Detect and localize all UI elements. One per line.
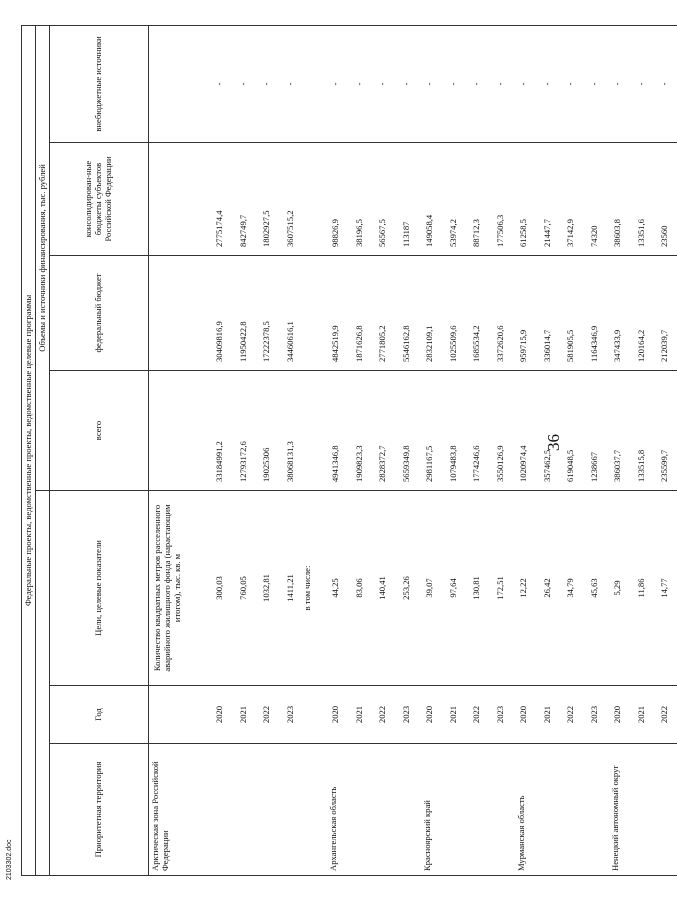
- extra-value: -: [654, 25, 677, 142]
- federal-value: 1685534,2: [466, 256, 490, 371]
- value-cell: [149, 371, 209, 491]
- extra-value: -: [348, 25, 372, 142]
- goal-value: 5,29: [607, 491, 631, 686]
- consolidated-value: 37142,9: [560, 143, 584, 256]
- federal-value: 1871626,8: [348, 256, 372, 371]
- consolidated-value: 56567,5: [372, 143, 396, 256]
- consolidated-value: 3607515,2: [279, 143, 303, 256]
- extra-value: -: [607, 25, 631, 142]
- federal-value: 3372620,6: [489, 256, 513, 371]
- year-cell: 2023: [583, 686, 607, 744]
- consolidated-value: 38196,5: [348, 143, 372, 256]
- indicator-title: Количество квадратных метров расселенного аварийного жилищного фонда (нарастающим итогом), тыс. кв. м: [149, 491, 209, 686]
- total-value: 1238667: [583, 371, 607, 491]
- year-cell: 2020: [513, 686, 537, 744]
- extra-value: -: [630, 25, 654, 142]
- federal-value: 17222378,5: [256, 256, 280, 371]
- territory-name: Архангельская область: [325, 744, 419, 876]
- year-cell: 2020: [607, 686, 631, 744]
- col-federal: федеральный бюджет: [50, 256, 149, 371]
- year-cell: 2022: [256, 686, 280, 744]
- year-cell: 2023: [395, 686, 419, 744]
- consolidated-value: 88712,3: [466, 143, 490, 256]
- col-consolidated: консолидирован-ные бюджеты субъектов Российской Федерации: [50, 143, 149, 256]
- funding-table: [21, 25, 677, 876]
- total-value: 1909823,3: [348, 371, 372, 491]
- total-value: 235599,7: [654, 371, 677, 491]
- consolidated-value: 177506,3: [489, 143, 513, 256]
- total-value: 5659349,8: [395, 371, 419, 491]
- federal-value: 1164346,9: [583, 256, 607, 371]
- year-cell: 2021: [232, 686, 256, 744]
- consolidated-value: 1802927,5: [256, 143, 280, 256]
- col-year: Год: [50, 686, 149, 744]
- table-row: [513, 25, 537, 875]
- goal-value: 140,41: [372, 491, 396, 686]
- goal-value: 97,64: [442, 491, 466, 686]
- total-value: 4941346,8: [325, 371, 349, 491]
- total-value: 357462,5: [536, 371, 560, 491]
- federal-value: 2832109,1: [419, 256, 443, 371]
- consolidated-value: 842749,7: [232, 143, 256, 256]
- including-label: в том числе:: [303, 491, 325, 686]
- year-cell: 2022: [560, 686, 584, 744]
- total-value: 133515,8: [630, 371, 654, 491]
- goal-value: 760,05: [232, 491, 256, 686]
- col-goals: Цели, целевые показатели: [50, 491, 149, 686]
- year-cell: 2022: [372, 686, 396, 744]
- table-row: [419, 25, 443, 875]
- extra-value: -: [372, 25, 396, 142]
- total-value: 2828372,7: [372, 371, 396, 491]
- total-value: 1020974,4: [513, 371, 537, 491]
- consolidated-value: 113187: [395, 143, 419, 256]
- rotated-page: [21, 26, 670, 876]
- page-number: 36: [544, 434, 563, 451]
- federal-value: 212039,7: [654, 256, 677, 371]
- extra-value: -: [442, 25, 466, 142]
- table-group-title: Федеральные проекты, ведомственные проекты, ведомственные целевые программы: [22, 25, 36, 875]
- consolidated-value: 74320: [583, 143, 607, 256]
- goal-value: 39,07: [419, 491, 443, 686]
- federal-value: 336014,7: [536, 256, 560, 371]
- extra-value: -: [419, 25, 443, 142]
- total-value: 2981167,5: [419, 371, 443, 491]
- col-total: всего: [50, 371, 149, 491]
- consolidated-value: 61258,5: [513, 143, 537, 256]
- federal-value: 347433,9: [607, 256, 631, 371]
- federal-value: 4842519,9: [325, 256, 349, 371]
- extra-value: -: [232, 25, 256, 142]
- goal-value: 1411,21: [279, 491, 303, 686]
- empty-cell: [303, 25, 325, 142]
- goal-value: 44,25: [325, 491, 349, 686]
- goal-value: 26,42: [536, 491, 560, 686]
- total-value: 3550126,9: [489, 371, 513, 491]
- extra-value: -: [325, 25, 349, 142]
- year-cell: 2023: [489, 686, 513, 744]
- total-value: 19025306: [256, 371, 280, 491]
- empty-cell: [303, 143, 325, 256]
- col-territory: Приоритетная территория: [50, 744, 149, 876]
- federal-value: 11950422,8: [232, 256, 256, 371]
- value-cell: [149, 143, 209, 256]
- federal-value: 1025509,6: [442, 256, 466, 371]
- consolidated-value: 98826,9: [325, 143, 349, 256]
- year-cell: 2021: [536, 686, 560, 744]
- total-value: 386037,7: [607, 371, 631, 491]
- total-value: 619048,5: [560, 371, 584, 491]
- goal-value: 45,63: [583, 491, 607, 686]
- extra-value: -: [395, 25, 419, 142]
- federal-value: 30409816,9: [209, 256, 233, 371]
- table-row: [303, 25, 325, 875]
- extra-value: -: [536, 25, 560, 142]
- goal-value: 253,26: [395, 491, 419, 686]
- year-cell: 2022: [466, 686, 490, 744]
- goal-value: 12,22: [513, 491, 537, 686]
- footer-filename: 2103302.doc: [6, 839, 13, 880]
- consolidated-value: 13351,6: [630, 143, 654, 256]
- table-row: [607, 25, 631, 875]
- extra-value: -: [583, 25, 607, 142]
- goal-value: 172,51: [489, 491, 513, 686]
- table-body: [149, 25, 677, 875]
- territory-name: Красноярский край: [419, 744, 513, 876]
- extra-value: -: [256, 25, 280, 142]
- federal-value: 581905,5: [560, 256, 584, 371]
- goal-value: 300,03: [209, 491, 233, 686]
- year-cell: 2020: [325, 686, 349, 744]
- total-value: 1774246,6: [466, 371, 490, 491]
- goal-value: 130,81: [466, 491, 490, 686]
- territory-name: Ненецкий автономный округ: [607, 744, 677, 876]
- extra-value: -: [560, 25, 584, 142]
- year-cell: 2021: [442, 686, 466, 744]
- consolidated-value: 53974,2: [442, 143, 466, 256]
- year-cell: 2023: [279, 686, 303, 744]
- consolidated-value: 23560: [654, 143, 677, 256]
- consolidated-value: 149058,4: [419, 143, 443, 256]
- year-cell: 2020: [209, 686, 233, 744]
- year-cell: 2020: [419, 686, 443, 744]
- extra-value: -: [466, 25, 490, 142]
- total-value: 1079483,8: [442, 371, 466, 491]
- goal-value: 34,79: [560, 491, 584, 686]
- table-row: [325, 25, 349, 875]
- funding-title: Объемы и источники финансирования, тыс. рублей: [36, 25, 50, 490]
- year-cell: 2022: [654, 686, 677, 744]
- goal-value: 1032,81: [256, 491, 280, 686]
- goal-value: 11,86: [630, 491, 654, 686]
- federal-value: 5546162,8: [395, 256, 419, 371]
- year-cell: 2021: [630, 686, 654, 744]
- federal-value: 120164,2: [630, 256, 654, 371]
- year-cell: [149, 686, 209, 744]
- total-value: 33184991,2: [209, 371, 233, 491]
- col-extra: внебюджетные источники: [50, 25, 149, 142]
- empty-cell: [303, 686, 325, 744]
- extra-value: -: [279, 25, 303, 142]
- goal-value: 83,06: [348, 491, 372, 686]
- total-value: 12793172,6: [232, 371, 256, 491]
- territory-name: Мурманская область: [513, 744, 607, 876]
- goal-value: 14,77: [654, 491, 677, 686]
- federal-value: 2771805,2: [372, 256, 396, 371]
- empty-cell: [303, 744, 325, 876]
- table-row: [149, 25, 209, 875]
- empty-cell: [303, 371, 325, 491]
- value-cell: [149, 25, 209, 142]
- federal-value: 959715,9: [513, 256, 537, 371]
- value-cell: [149, 256, 209, 371]
- territory-name: Арктическая зона Российской Федерации: [149, 744, 303, 876]
- empty-cell: [303, 256, 325, 371]
- extra-value: -: [489, 25, 513, 142]
- consolidated-value: 38603,8: [607, 143, 631, 256]
- extra-value: -: [513, 25, 537, 142]
- extra-value: -: [209, 25, 233, 142]
- year-cell: 2021: [348, 686, 372, 744]
- consolidated-value: 21447,7: [536, 143, 560, 256]
- total-value: 38068131,3: [279, 371, 303, 491]
- federal-value: 34460616,1: [279, 256, 303, 371]
- consolidated-value: 2775174,4: [209, 143, 233, 256]
